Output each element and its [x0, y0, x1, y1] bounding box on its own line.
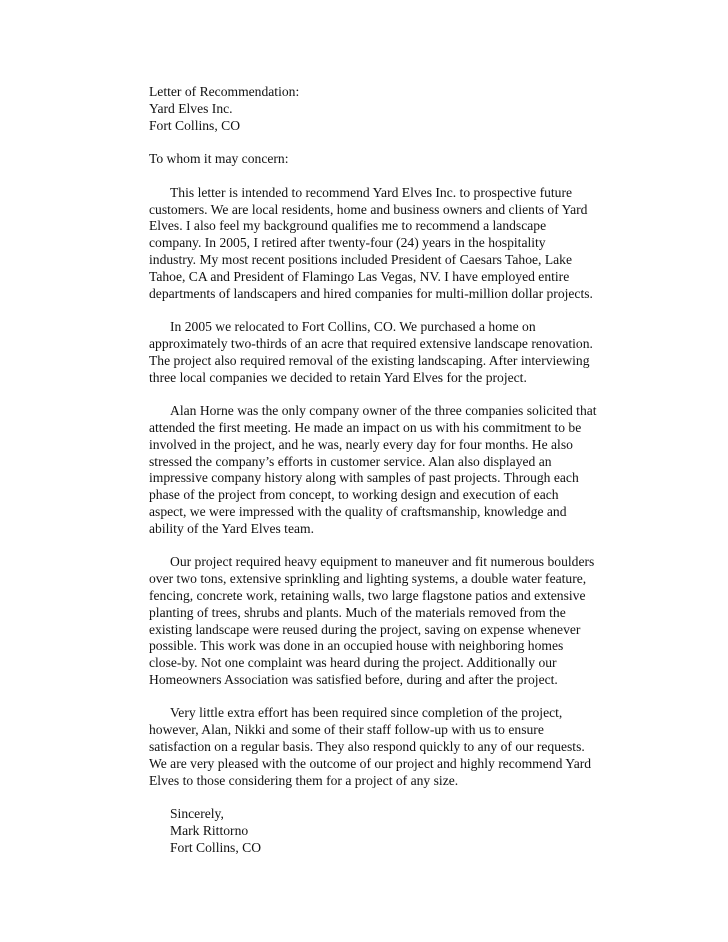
- signer-name: Mark Rittorno: [170, 823, 249, 839]
- paragraph-line: however, Alan, Nikki and some of their staff follow-up with us to ensure: [149, 722, 544, 738]
- paragraph-line: stressed the company’s efforts in customer service. Alan also displayed an: [149, 453, 552, 469]
- paragraph-line: company. In 2005, I retired after twenty-four (24) years in the hospitality: [149, 235, 546, 251]
- paragraph-line: close-by. Not one complaint was heard during the project. Additionally our: [149, 655, 557, 671]
- company-name: Yard Elves Inc.: [149, 100, 233, 116]
- spacer: [149, 538, 619, 555]
- paragraph-line: industry. My most recent positions included President of Caesars Tahoe, Lake: [149, 251, 573, 267]
- paragraph-line: fencing, concrete work, retaining walls, two large flagstone patios and extensive: [149, 587, 586, 603]
- paragraph-line: possible. This work was done in an occupied house with neighboring homes: [149, 638, 564, 654]
- paragraph-line: impressive company history along with samples of past projects. Through each: [149, 470, 579, 486]
- paragraph-line: ability of the Yard Elves team.: [149, 520, 314, 536]
- closing-block: [149, 806, 619, 856]
- paragraph-line: aspect, we were impressed with the quality of craftsmanship, knowledge and: [149, 503, 567, 519]
- paragraph-line: involved in the project, and he was, nearly every day for four months. He also: [149, 436, 573, 452]
- paragraph-1: [149, 185, 619, 303]
- paragraph-line: Elves to those considering them for a project of any size.: [149, 772, 459, 788]
- paragraph-line: Alan Horne was the only company owner of the three companies solicited that: [170, 403, 597, 419]
- paragraph-line: In 2005 we relocated to Fort Collins, CO. We purchased a home on: [170, 319, 536, 335]
- paragraph-line: Elves. I also feel my background qualifies me to recommend a landscape: [149, 218, 547, 234]
- paragraph-2: [149, 319, 619, 386]
- valediction: Sincerely,: [170, 806, 224, 822]
- paragraph-line: The project also required removal of the existing landscaping. After interviewing: [149, 352, 590, 368]
- paragraph-line: This letter is intended to recommend Yard Elves Inc. to prospective future: [170, 184, 573, 200]
- paragraph-line: departments of landscapers and hired companies for multi-million dollar projects.: [149, 285, 593, 301]
- paragraph-4: [149, 554, 619, 688]
- paragraph-3: [149, 403, 619, 537]
- paragraph-line: Our project required heavy equipment to maneuver and fit numerous boulders: [170, 554, 595, 570]
- spacer: [149, 689, 619, 706]
- spacer: [149, 386, 619, 403]
- paragraph-line: existing landscape were reused during the project, saving on expense whenever: [149, 621, 581, 637]
- paragraph-line: Homeowners Association was satisfied before, during and after the project.: [149, 671, 558, 687]
- paragraph-line: satisfaction on a regular basis. They also respond quickly to any of our requests.: [149, 739, 585, 755]
- signer-location: Fort Collins, CO: [170, 839, 262, 855]
- paragraph-line: customers. We are local residents, home and business owners and clients of Yard: [149, 201, 588, 217]
- spacer: [149, 168, 619, 185]
- paragraph-line: three local companies we decided to retain Yard Elves for the project.: [149, 369, 527, 385]
- paragraph-line: We are very pleased with the outcome of our project and highly recommend Yard: [149, 755, 592, 771]
- paragraph-line: approximately two-thirds of an acre that required extensive landscape renovation.: [149, 335, 593, 351]
- paragraph-5: [149, 705, 619, 789]
- spacer: [149, 302, 619, 319]
- paragraph-line: Very little extra effort has been required since completion of the project,: [170, 705, 563, 721]
- spacer: [149, 134, 619, 151]
- paragraph-line: over two tons, extensive sprinkling and lighting systems, a double water feature,: [149, 571, 587, 587]
- letter-body: [149, 84, 619, 857]
- spacer: [149, 789, 619, 806]
- company-location: Fort Collins, CO: [149, 117, 241, 133]
- salutation: To whom it may concern:: [149, 151, 289, 167]
- letter-title: Letter of Recommendation:: [149, 84, 300, 99]
- paragraph-line: planting of trees, shrubs and plants. Much of the materials removed from the: [149, 604, 566, 620]
- paragraph-line: attended the first meeting. He made an impact on us with his commitment to be: [149, 419, 582, 435]
- paragraph-line: Tahoe, CA and President of Flamingo Las Vegas, NV. I have employed entire: [149, 268, 570, 284]
- paragraph-line: phase of the project from concept, to working design and execution of each: [149, 487, 559, 503]
